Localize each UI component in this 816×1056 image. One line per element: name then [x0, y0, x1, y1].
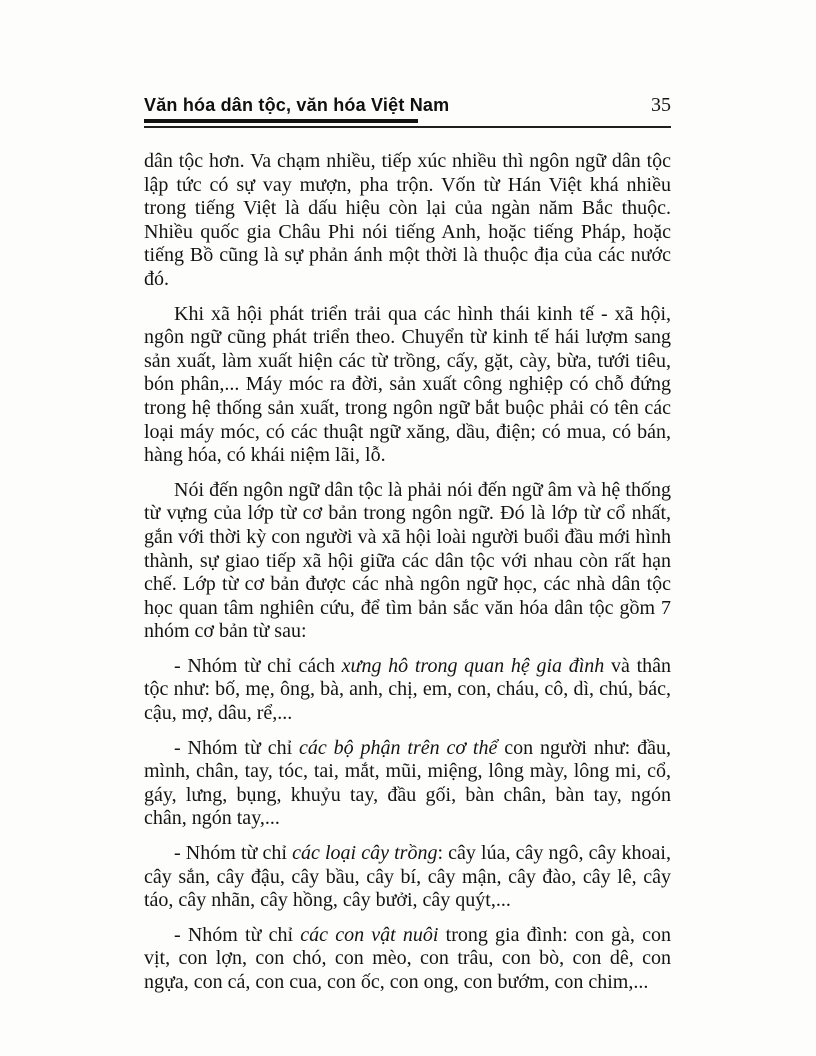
header-rule-thick: [144, 119, 418, 123]
header-rule-thin: [144, 126, 671, 128]
paragraph-5-lead: - Nhóm từ chỉ: [174, 736, 299, 759]
paragraph-6-lead: - Nhóm từ chỉ: [174, 842, 293, 865]
paragraph-6-italic-phrase: các loại cây trồng: [292, 842, 438, 865]
paragraph-7-animals-group: [144, 924, 671, 995]
page-content: [144, 94, 671, 1006]
paragraph-5-rest: con người như: đầu, mình, chân, tay, tóc, tai, mắt, mũi, miệng, lông mày, lông mi, cổ, gáy, lưng, bụng, khuỷu tay, đầu gối, bàn chân, bàn tay, ngón chân, ngón tay,...: [144, 736, 671, 830]
paragraph-4-lead: - Nhóm từ chỉ cách: [174, 654, 342, 677]
paragraph-4-rest: và thân tộc như: bố, mẹ, ông, bà, anh, chị, em, con, cháu, cô, dì, chú, bác, cậu, mợ, dâu, rể,...: [144, 654, 672, 725]
page-number: 35: [651, 94, 671, 116]
paragraph-6-crops-group: [144, 842, 671, 913]
paragraph-1-text: dân tộc hơn. Va chạm nhiều, tiếp xúc nhiều thì ngôn ngữ dân tộc lập tức có sự vay mượn, pha trộn. Vốn từ Hán Việt khá nhiều trong tiếng Việt là dấu hiệu còn lại của ngàn năm Bắc thuộc. Nhiều quốc gia Châu Phi nói tiếng Anh, hoặc tiếng Pháp, hoặc tiếng Bồ cũng là sự phản ánh một thời là thuộc địa của các nước đó.: [144, 150, 671, 290]
paragraph-1: [144, 150, 671, 292]
paragraph-5-body-parts-group: [144, 737, 671, 831]
paragraph-7-lead: - Nhóm từ chỉ: [174, 923, 301, 946]
running-header-title: Văn hóa dân tộc, văn hóa Việt Nam: [144, 95, 450, 115]
paragraph-6-rest: : cây lúa, cây ngô, cây khoai, cây sắn, cây đậu, cây bầu, cây bí, cây mận, cây đào, cây lê, cây táo, cây nhãn, cây hồng, cây bưởi, cây quýt,...: [144, 842, 671, 912]
paragraph-3: [144, 479, 671, 644]
paragraph-4-kinship-group: [144, 655, 671, 726]
body-text: [144, 150, 671, 995]
page-header: [144, 94, 671, 128]
paragraph-2-text: Khi xã hội phát triển trải qua các hình thái kinh tế - xã hội, ngôn ngữ cũng phát triển theo. Chuyển từ kinh tế hái lượm sang sản xuất, làm xuất hiện các từ trồng, cấy, gặt, cày, bừa, tưới tiêu, bón phân,... Máy móc ra đời, sản xuất công nghiệp có chỗ đứng trong hệ thống sản xuất, trong ngôn ngữ bắt buộc phải có tên các loại máy móc, có các thuật ngữ xăng, dầu, điện; có mua, có bán, hàng hóa, có khái niệm lãi, lỗ.: [144, 302, 671, 467]
paragraph-4-italic-phrase: xưng hô trong quan hệ gia đình: [341, 654, 605, 677]
paragraph-7-rest: trong gia đình: con gà, con vịt, con lợn, con chó, con mèo, con trâu, con bò, con dê, con ngựa, con cá, con cua, con ốc, con ong, con bướm, con chim,...: [144, 923, 671, 993]
paragraph-2: [144, 303, 671, 468]
paragraph-3-text: Nói đến ngôn ngữ dân tộc là phải nói đến ngữ âm và hệ thống từ vựng của lớp từ cơ bản trong ngôn ngữ. Đó là lớp từ cổ nhất, gắn với thời kỳ con người và xã hội loài người buổi đầu mới hình thành, sự giao tiếp xã hội giữa các dân tộc với nhau còn rất hạn chế. Lớp từ cơ bản được các nhà ngôn ngữ học, các nhà dân tộc học quan tâm nghiên cứu, để tìm bản sắc văn hóa dân tộc gồm 7 nhóm cơ bản từ sau:: [144, 478, 671, 643]
paragraph-5-italic-phrase: các bộ phận trên cơ thể: [299, 736, 498, 759]
paragraph-7-italic-phrase: các con vật nuôi: [300, 923, 439, 946]
header-row: [144, 94, 671, 117]
